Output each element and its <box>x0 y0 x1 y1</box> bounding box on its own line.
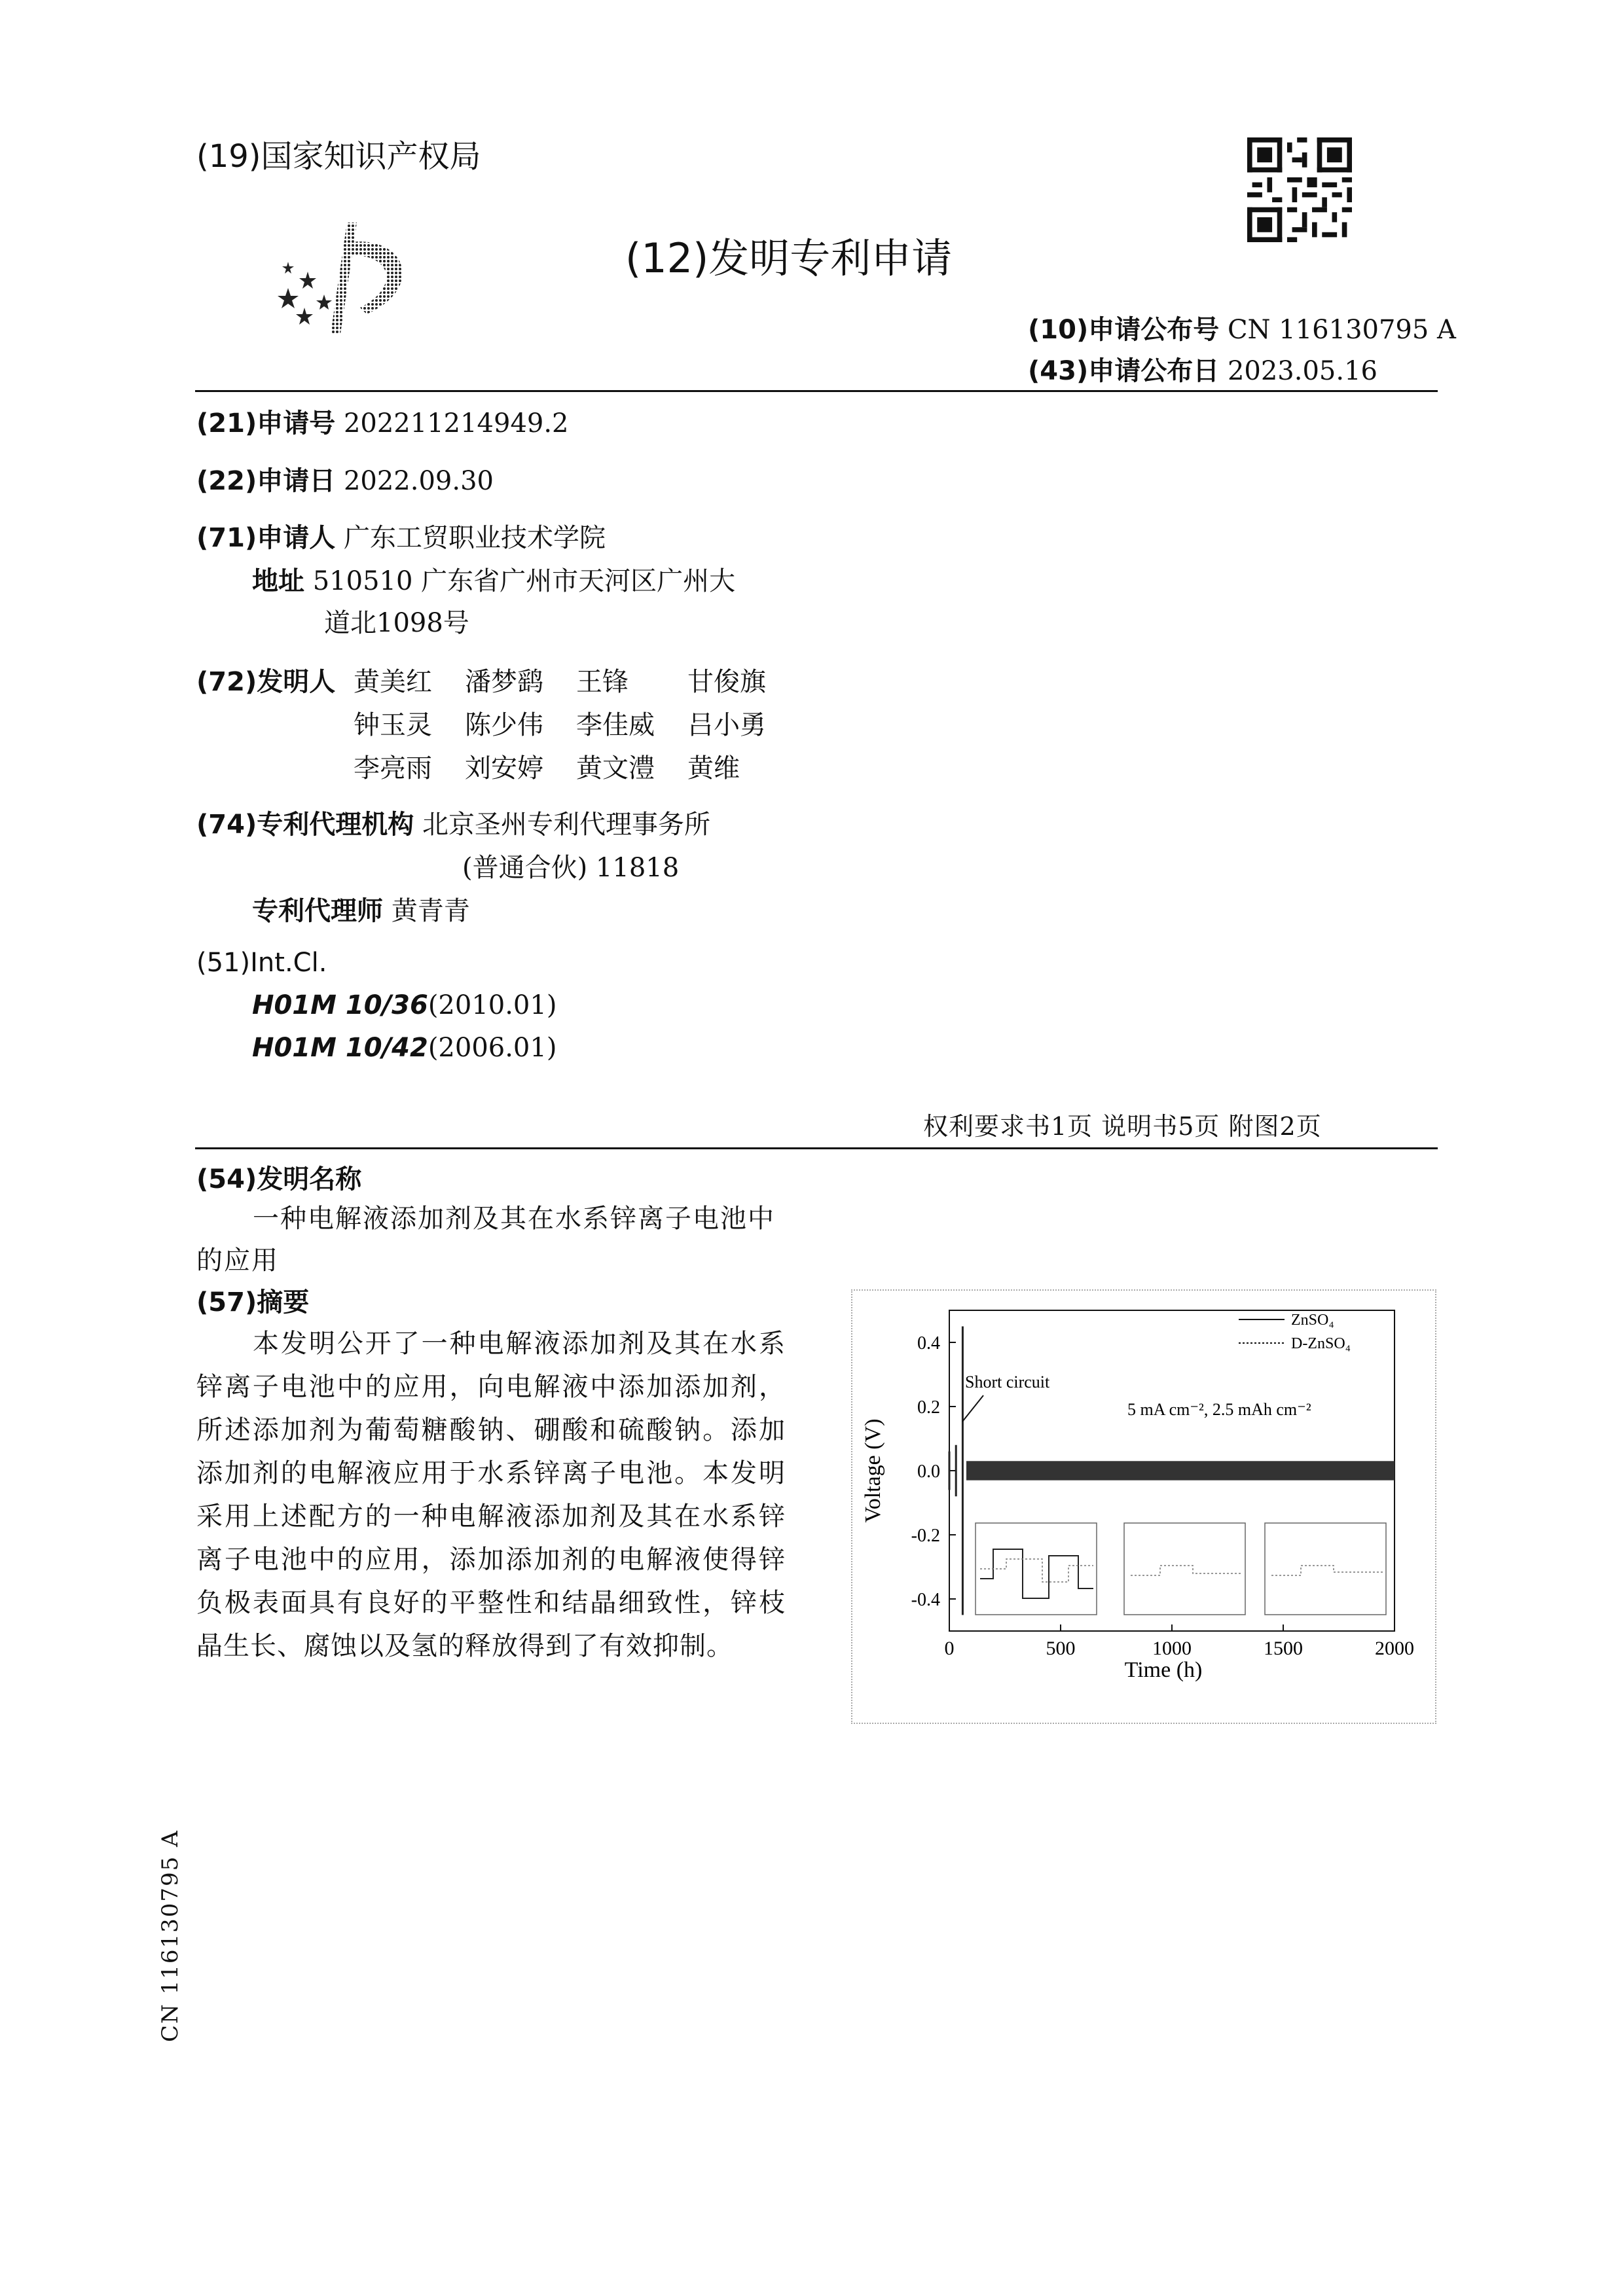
inventor: 陈少伟 <box>465 710 543 740</box>
publication-number-label: (10)申请公布号 <box>1028 315 1220 345</box>
series-band-d-znso4 <box>966 1461 1395 1480</box>
y-tick-label: 0.2 <box>917 1397 940 1418</box>
x-tick-label: 2000 <box>1375 1638 1414 1659</box>
x-tick-label: 1000 <box>1152 1638 1192 1659</box>
agent-name: 黄青青 <box>391 896 470 926</box>
inventor: 黄美红 <box>354 667 432 697</box>
application-date: 2022.09.30 <box>343 466 494 496</box>
inventors-row-1 <box>354 661 766 698</box>
intcl-label: (51)Int.Cl. <box>196 948 327 978</box>
invention-title: 一种电解液添加剂及其在水系锌离子电池中的应用 <box>196 1204 775 1276</box>
application-number-label: (21)申请号 <box>196 408 336 439</box>
address-line2: 道北1098号 <box>324 608 469 638</box>
agent-row <box>252 890 470 927</box>
inventor: 刘安婷 <box>465 753 543 783</box>
agency-row <box>196 804 710 841</box>
inventor: 黄文澧 <box>576 753 655 783</box>
y-tick-label: -0.4 <box>911 1590 940 1610</box>
abstract-label: (57)摘要 <box>196 1287 310 1318</box>
application-number-row <box>196 403 569 440</box>
address-label: 地址 <box>252 566 304 596</box>
pages-info: 权利要求书1页 说明书5页 附图2页 <box>923 1112 1322 1141</box>
office-name: (19)国家知识产权局 <box>196 138 481 175</box>
inventor: 黄维 <box>687 753 740 783</box>
inventor: 潘梦鹞 <box>465 667 543 697</box>
inventors-row-3 <box>354 747 740 785</box>
intcl-entry <box>252 990 556 1020</box>
document-type: (12)发明专利申请 <box>625 234 953 282</box>
y-tick-label: 0.0 <box>917 1462 940 1482</box>
x-tick-label: 500 <box>1046 1638 1076 1659</box>
legend-entry: ZnSO₄ <box>1291 1312 1334 1329</box>
agency-name: 北京圣州专利代理事务所 <box>422 810 710 840</box>
inventors-row-2 <box>354 704 766 742</box>
inventor: 王锋 <box>576 667 629 697</box>
intcl-code: H01M 10/36 <box>252 990 428 1020</box>
short-circuit-annotation: Short circuit <box>965 1372 1050 1391</box>
qr-code <box>1247 137 1352 242</box>
legend-entry: D-ZnSO₄ <box>1291 1335 1351 1352</box>
condition-annotation: 5 mA cm⁻², 2.5 mAh cm⁻² <box>1127 1400 1311 1419</box>
publication-date: 2023.05.16 <box>1227 356 1377 386</box>
application-date-row <box>196 460 494 497</box>
agent-label: 专利代理师 <box>252 896 383 926</box>
inventor: 李佳威 <box>576 710 655 740</box>
applicant: 广东工贸职业技术学院 <box>343 523 606 553</box>
x-tick-label: 0 <box>944 1638 955 1659</box>
applicant-row <box>196 517 606 554</box>
inset-panel <box>1124 1523 1245 1615</box>
publication-date-label: (43)申请公布日 <box>1028 356 1220 386</box>
header-divider <box>195 390 1438 392</box>
inventor: 李亮雨 <box>354 753 432 783</box>
intcl-version: (2010.01) <box>428 990 557 1020</box>
intcl-entry <box>252 1033 556 1063</box>
inventor: 钟玉灵 <box>354 710 432 740</box>
inset-panel <box>1265 1523 1386 1615</box>
abstract-text: 本发明公开了一种电解液添加剂及其在水系锌离子电池中的应用，向电解液中添加添加剂，所述添加剂为葡萄糖酸钠、硼酸和硫酸钠。添加添加剂的电解液应用于水系锌离子电池。本发明采用上述配方的一种电解液添加剂及其在水系锌离子电池中的应用，添加添加剂的电解液使得锌负极表面具有良好的平整性和结晶细致性，锌枝晶生长、腐蚀以及氢的释放得到了有效抑制。 <box>196 1329 786 1661</box>
y-tick-label: 0.4 <box>917 1333 940 1354</box>
x-tick-label: 1500 <box>1264 1638 1303 1659</box>
y-axis-label: Voltage (V) <box>861 1418 885 1523</box>
address-line1: 510510 广东省广州市天河区广州大 <box>312 566 736 596</box>
application-number: 202211214949.2 <box>343 408 569 439</box>
inventor: 甘俊旗 <box>687 667 766 697</box>
application-date-label: (22)申请日 <box>196 466 336 496</box>
cnipa-logo <box>268 216 432 347</box>
inventor: 吕小勇 <box>687 710 766 740</box>
y-tick-label: -0.2 <box>911 1526 940 1546</box>
intcl-version: (2006.01) <box>428 1033 557 1063</box>
abstract-figure <box>851 1289 1436 1724</box>
publication-number: CN 116130795 A <box>1227 315 1456 345</box>
invention-title-label: (54)发明名称 <box>196 1164 362 1194</box>
address-row <box>252 560 735 598</box>
intcl-code: H01M 10/42 <box>252 1033 428 1063</box>
publication-number-row <box>1028 309 1456 346</box>
agency-line2: (普通合伙) 11818 <box>462 853 680 883</box>
short-circuit-arrow <box>962 1395 983 1422</box>
voltage-time-chart <box>852 1291 1435 1723</box>
x-axis-label: Time (h) <box>1124 1658 1203 1682</box>
applicant-label: (71)申请人 <box>196 523 336 553</box>
side-publication-number: CN 116130795 A <box>157 1829 183 2042</box>
agency-label: (74)专利代理机构 <box>196 810 414 840</box>
publication-date-row <box>1028 350 1377 387</box>
section-divider <box>195 1147 1438 1149</box>
inventors-label: (72)发明人 <box>196 667 336 697</box>
